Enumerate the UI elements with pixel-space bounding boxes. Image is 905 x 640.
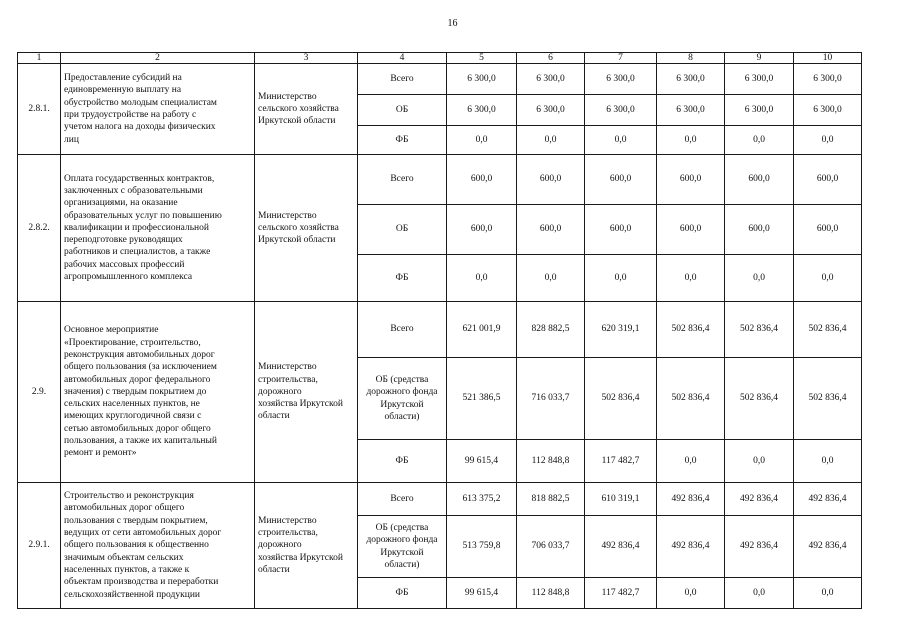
value-cell: 0,0 (447, 255, 517, 302)
value-cell: 828 882,5 (517, 302, 585, 358)
text-line: Оплата государственных контрактов, (64, 173, 215, 184)
value-cell: 0,0 (794, 126, 862, 155)
funding-source (358, 64, 447, 95)
column-number: 2 (61, 53, 255, 64)
value-cell: 502 836,4 (585, 358, 657, 440)
value-cell: 99 615,4 (447, 578, 517, 609)
value-cell: 818 882,5 (517, 483, 585, 516)
value-cell: 492 836,4 (794, 516, 862, 578)
funding-source (358, 516, 447, 578)
text-line: лиц (64, 134, 79, 145)
value-cell: 6 300,0 (517, 95, 585, 126)
text-line: ФБ (395, 587, 409, 598)
value-cell: 502 836,4 (725, 358, 794, 440)
text-line: образовательных услуг по повышению (64, 210, 222, 221)
table-row (18, 483, 862, 516)
text-line: ФБ (395, 134, 409, 145)
value-cell: 0,0 (657, 440, 725, 483)
text-line: ОБ (средства (375, 522, 429, 533)
text-line: Министерство (258, 210, 317, 221)
text-line: области) (384, 559, 420, 570)
funding-source (358, 440, 447, 483)
value-cell: 117 482,7 (585, 440, 657, 483)
text-line: объектам производства и переработки (64, 577, 219, 588)
text-line: дорожного фонда (366, 387, 438, 398)
column-number: 9 (725, 53, 794, 64)
value-cell: 0,0 (725, 126, 794, 155)
text-line: ФБ (395, 455, 409, 466)
value-cell: 6 300,0 (585, 64, 657, 95)
text-line: переподготовке руководящих (64, 235, 183, 246)
funding-source (358, 302, 447, 358)
value-cell: 0,0 (657, 578, 725, 609)
text-line: строительства, (258, 528, 318, 539)
text-line: Иркутской области (258, 235, 336, 246)
text-line: области (258, 411, 290, 422)
value-cell: 6 300,0 (794, 95, 862, 126)
value-cell: 0,0 (657, 126, 725, 155)
value-cell: 112 848,8 (517, 440, 585, 483)
value-cell: 117 482,7 (585, 578, 657, 609)
value-cell: 0,0 (657, 255, 725, 302)
value-cell: 600,0 (794, 205, 862, 255)
text-line: Всего (390, 73, 414, 84)
value-cell: 6 300,0 (725, 64, 794, 95)
table-body (18, 53, 862, 609)
funding-source (358, 95, 447, 126)
value-cell: 621 001,9 (447, 302, 517, 358)
value-cell: 6 300,0 (585, 95, 657, 126)
funding-source (358, 483, 447, 516)
text-line: Министерство (258, 362, 317, 373)
text-line: Иркутской области (258, 116, 336, 127)
text-line: квалификации и профессиональной (64, 222, 209, 233)
text-line: Иркутской (380, 547, 424, 558)
value-cell: 492 836,4 (585, 516, 657, 578)
funding-source (358, 578, 447, 609)
value-cell: 6 300,0 (657, 95, 725, 126)
text-line: обустройство молодым специалистам (64, 97, 217, 108)
responsible-organization (255, 302, 358, 483)
text-line: сельского хозяйства (258, 222, 339, 233)
value-cell: 600,0 (657, 155, 725, 205)
text-line: пользования с твердым покрытием, (64, 515, 208, 526)
text-line: Строительство и реконструкция (64, 491, 194, 502)
text-line: заключенных с образовательными (64, 185, 203, 196)
value-cell: 0,0 (794, 440, 862, 483)
responsible-organization (255, 483, 358, 609)
item-number: 2.8.2. (18, 155, 61, 302)
column-number: 6 (517, 53, 585, 64)
text-line: строительства, (258, 374, 318, 385)
value-cell: 6 300,0 (447, 64, 517, 95)
text-line: реконструкция автомобильных дорог (64, 349, 215, 360)
value-cell: 502 836,4 (794, 358, 862, 440)
text-line: области (258, 564, 290, 575)
value-cell: 600,0 (657, 205, 725, 255)
text-line: рабочих массовых профессий (64, 259, 185, 270)
text-line: работников и специалистов, а также (64, 247, 211, 258)
value-cell: 492 836,4 (794, 483, 862, 516)
text-line: области) (384, 411, 420, 422)
text-line: агропромышленного комплекса (64, 272, 193, 283)
value-cell: 0,0 (794, 255, 862, 302)
funding-source (358, 205, 447, 255)
column-number: 1 (18, 53, 61, 64)
value-cell: 492 836,4 (725, 483, 794, 516)
text-line: ОБ (395, 224, 409, 235)
funding-source (358, 155, 447, 205)
text-line: ремонт и ремонт» (64, 448, 137, 459)
item-number: 2.8.1. (18, 64, 61, 155)
column-number: 8 (657, 53, 725, 64)
text-line: имеющих круглогодичной связи с (64, 411, 202, 422)
value-cell: 706 033,7 (517, 516, 585, 578)
text-line: Министерство (258, 515, 317, 526)
column-number: 7 (585, 53, 657, 64)
text-line: общего пользования к общественно (64, 540, 209, 551)
value-cell: 502 836,4 (794, 302, 862, 358)
value-cell: 0,0 (517, 255, 585, 302)
header-row (18, 53, 862, 64)
funding-source (358, 358, 447, 440)
responsible-organization (255, 64, 358, 155)
item-number: 2.9. (18, 302, 61, 483)
text-line: дорожного (258, 540, 302, 551)
value-cell: 0,0 (585, 255, 657, 302)
value-cell: 502 836,4 (657, 358, 725, 440)
table-row (18, 155, 862, 205)
column-number: 10 (794, 53, 862, 64)
value-cell: 0,0 (725, 578, 794, 609)
text-line: ведущих от сети автомобильных дорог (64, 528, 222, 539)
text-line: Министерство (258, 91, 317, 102)
text-line: Всего (390, 174, 414, 185)
value-cell: 0,0 (725, 255, 794, 302)
text-line: значимым объектам сельских (64, 552, 184, 563)
text-line: учетом налога на доходы физических (64, 122, 216, 133)
column-number: 3 (255, 53, 358, 64)
value-cell: 0,0 (585, 126, 657, 155)
item-description (61, 64, 255, 155)
text-line: Иркутской (380, 399, 424, 410)
text-line: дорожного фонда (366, 535, 438, 546)
program-table (17, 52, 862, 609)
text-line: значения) с твердым покрытием до (64, 386, 207, 397)
text-line: Предоставление субсидий на (64, 73, 182, 84)
value-cell: 0,0 (794, 578, 862, 609)
text-line: сетью автомобильных дорог общего (64, 423, 211, 434)
text-line: «Проектирование, строительство, (64, 337, 201, 348)
funding-source (358, 255, 447, 302)
value-cell: 600,0 (585, 155, 657, 205)
table-row (18, 302, 862, 358)
value-cell: 613 375,2 (447, 483, 517, 516)
value-cell: 6 300,0 (447, 95, 517, 126)
value-cell: 99 615,4 (447, 440, 517, 483)
value-cell: 6 300,0 (725, 95, 794, 126)
responsible-organization (255, 155, 358, 302)
text-line: общего пользования (за исключением (64, 362, 217, 373)
text-line: Всего (390, 324, 414, 335)
value-cell: 610 319,1 (585, 483, 657, 516)
column-number: 5 (447, 53, 517, 64)
value-cell: 492 836,4 (657, 483, 725, 516)
value-cell: 600,0 (585, 205, 657, 255)
value-cell: 521 386,5 (447, 358, 517, 440)
text-line: Основное мероприятие (64, 325, 159, 336)
value-cell: 600,0 (447, 155, 517, 205)
text-line: организациями, на оказание (64, 198, 178, 209)
text-line: единовременную выплату на (64, 85, 182, 96)
item-description (61, 155, 255, 302)
value-cell: 0,0 (725, 440, 794, 483)
value-cell: 513 759,8 (447, 516, 517, 578)
page-number: 16 (447, 18, 458, 29)
value-cell: 0,0 (447, 126, 517, 155)
value-cell: 600,0 (447, 205, 517, 255)
value-cell: 600,0 (794, 155, 862, 205)
value-cell: 716 033,7 (517, 358, 585, 440)
text-line: пользования, а также их капитальный (64, 436, 217, 447)
value-cell: 600,0 (725, 205, 794, 255)
text-line: автомобильных дорог общего (64, 503, 185, 514)
text-line: хозяйства Иркутской (258, 552, 343, 563)
value-cell: 492 836,4 (725, 516, 794, 578)
item-description (61, 483, 255, 609)
text-line: сельского хозяйства (258, 103, 339, 114)
column-number: 4 (358, 53, 447, 64)
funding-source (358, 126, 447, 155)
text-line: ОБ (средства (375, 374, 429, 385)
value-cell: 600,0 (725, 155, 794, 205)
item-description (61, 302, 255, 483)
value-cell: 6 300,0 (657, 64, 725, 95)
text-line: дорожного (258, 386, 302, 397)
value-cell: 620 319,1 (585, 302, 657, 358)
text-line: ФБ (395, 272, 409, 283)
text-line: сельскохозяйственной продукции (64, 589, 200, 600)
value-cell: 502 836,4 (657, 302, 725, 358)
text-line: Всего (390, 493, 414, 504)
value-cell: 502 836,4 (725, 302, 794, 358)
item-number: 2.9.1. (18, 483, 61, 609)
text-line: при трудоустройстве на работу с (64, 110, 197, 120)
value-cell: 0,0 (517, 126, 585, 155)
text-line: ОБ (395, 104, 409, 115)
value-cell: 600,0 (517, 155, 585, 205)
value-cell: 492 836,4 (657, 516, 725, 578)
value-cell: 6 300,0 (794, 64, 862, 95)
text-line: сельских населенных пунктов, не (64, 399, 200, 410)
text-line: автомобильных дорог федерального (64, 374, 211, 385)
value-cell: 6 300,0 (517, 64, 585, 95)
value-cell: 600,0 (517, 205, 585, 255)
text-line: населенных пунктов, а также к (64, 564, 190, 575)
text-line: хозяйства Иркутской (258, 399, 343, 410)
value-cell: 112 848,8 (517, 578, 585, 609)
table-row (18, 64, 862, 95)
